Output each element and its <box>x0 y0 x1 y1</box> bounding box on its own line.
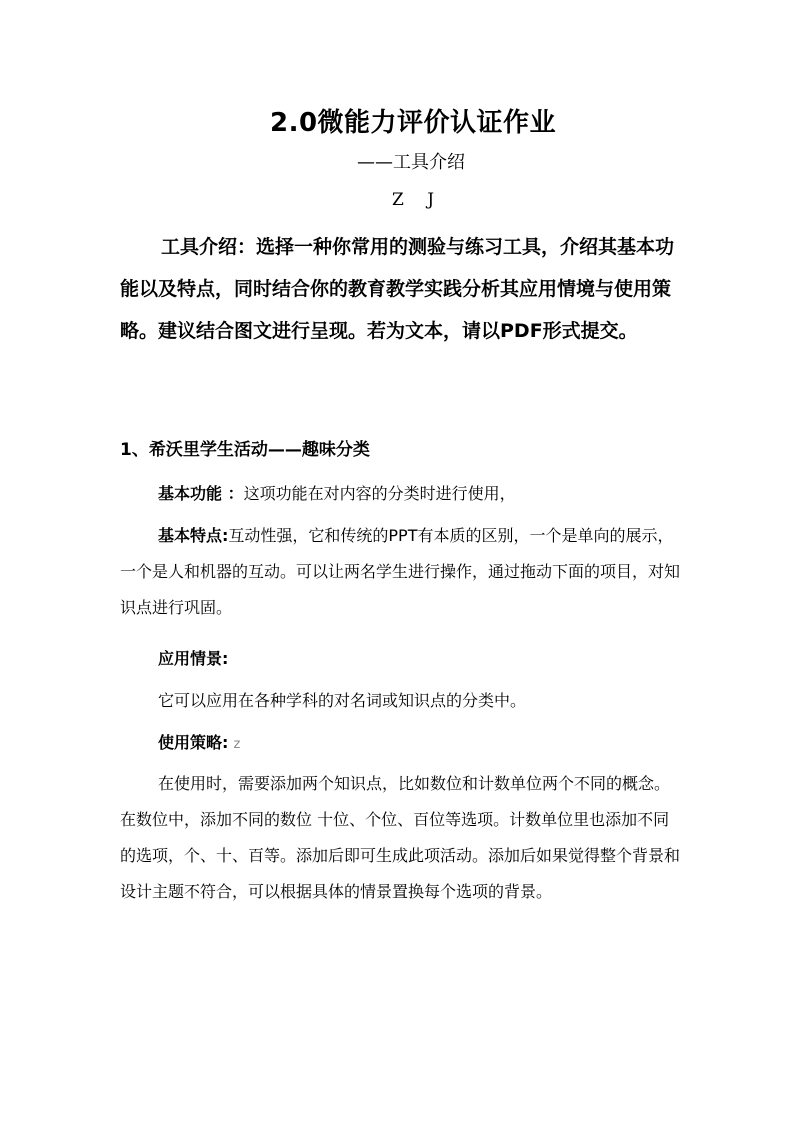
strategy-text: 在使用时，需要添加两个知识点，比如数位和计数单位两个不同的概念。在数位中，添加不同的数位 十位、个位、百位等选项。计数单位里也添加不同的选项，个、十、百等。添加后即可生成此项活动。添加后如果觉得整个背景和设计主题不符合，可以根据具体的情景置换每个选项的背景。 <box>120 774 681 901</box>
application-text: 它可以应用在各种学科的对名词或知识点的分类中。 <box>158 691 527 710</box>
application-text-block <box>120 683 680 719</box>
author-initials: Z J <box>392 190 435 210</box>
basic-feature-paragraph <box>120 518 680 626</box>
basic-feature-label: 基本特点: <box>158 526 229 545</box>
strategy-mark: z <box>233 737 241 752</box>
strategy-text-block <box>120 766 680 910</box>
document-title: 2.0微能力评价认证作业 <box>270 108 557 138</box>
application-label: 应用情景: <box>158 649 229 668</box>
strategy-label: 使用策略: <box>158 733 229 752</box>
document-subtitle: ——工具介绍 <box>357 152 465 173</box>
strategy-label-paragraph <box>120 725 680 763</box>
basic-function-text: 这项功能在对内容的分类时进行使用， <box>243 484 516 503</box>
assignment-intro: 工具介绍：选择一种你常用的测验与练习工具，介绍其基本功能以及特点，同时结合你的教育教学实践分析其应用情境与使用策略。建议结合图文进行呈现。若为文本，请以PDF形式提交。 <box>120 236 675 342</box>
basic-feature-block <box>120 518 680 626</box>
section-heading-block <box>120 432 680 468</box>
application-label-block <box>120 641 680 677</box>
basic-function-label: 基本功能 ： <box>158 484 244 503</box>
basic-function-paragraph <box>120 476 680 512</box>
basic-feature-text: 互动性强，它和传统的PPT有本质的区别，一个是单向的展示，一个是人和机器的互动。可以让两名学生进行操作，通过拖动下面的项目，对知识点进行巩固。 <box>120 526 681 617</box>
basic-function-block <box>120 476 680 512</box>
strategy-label-block <box>120 725 680 763</box>
section-heading: 1、希沃里学生活动——趣味分类 <box>120 440 370 460</box>
